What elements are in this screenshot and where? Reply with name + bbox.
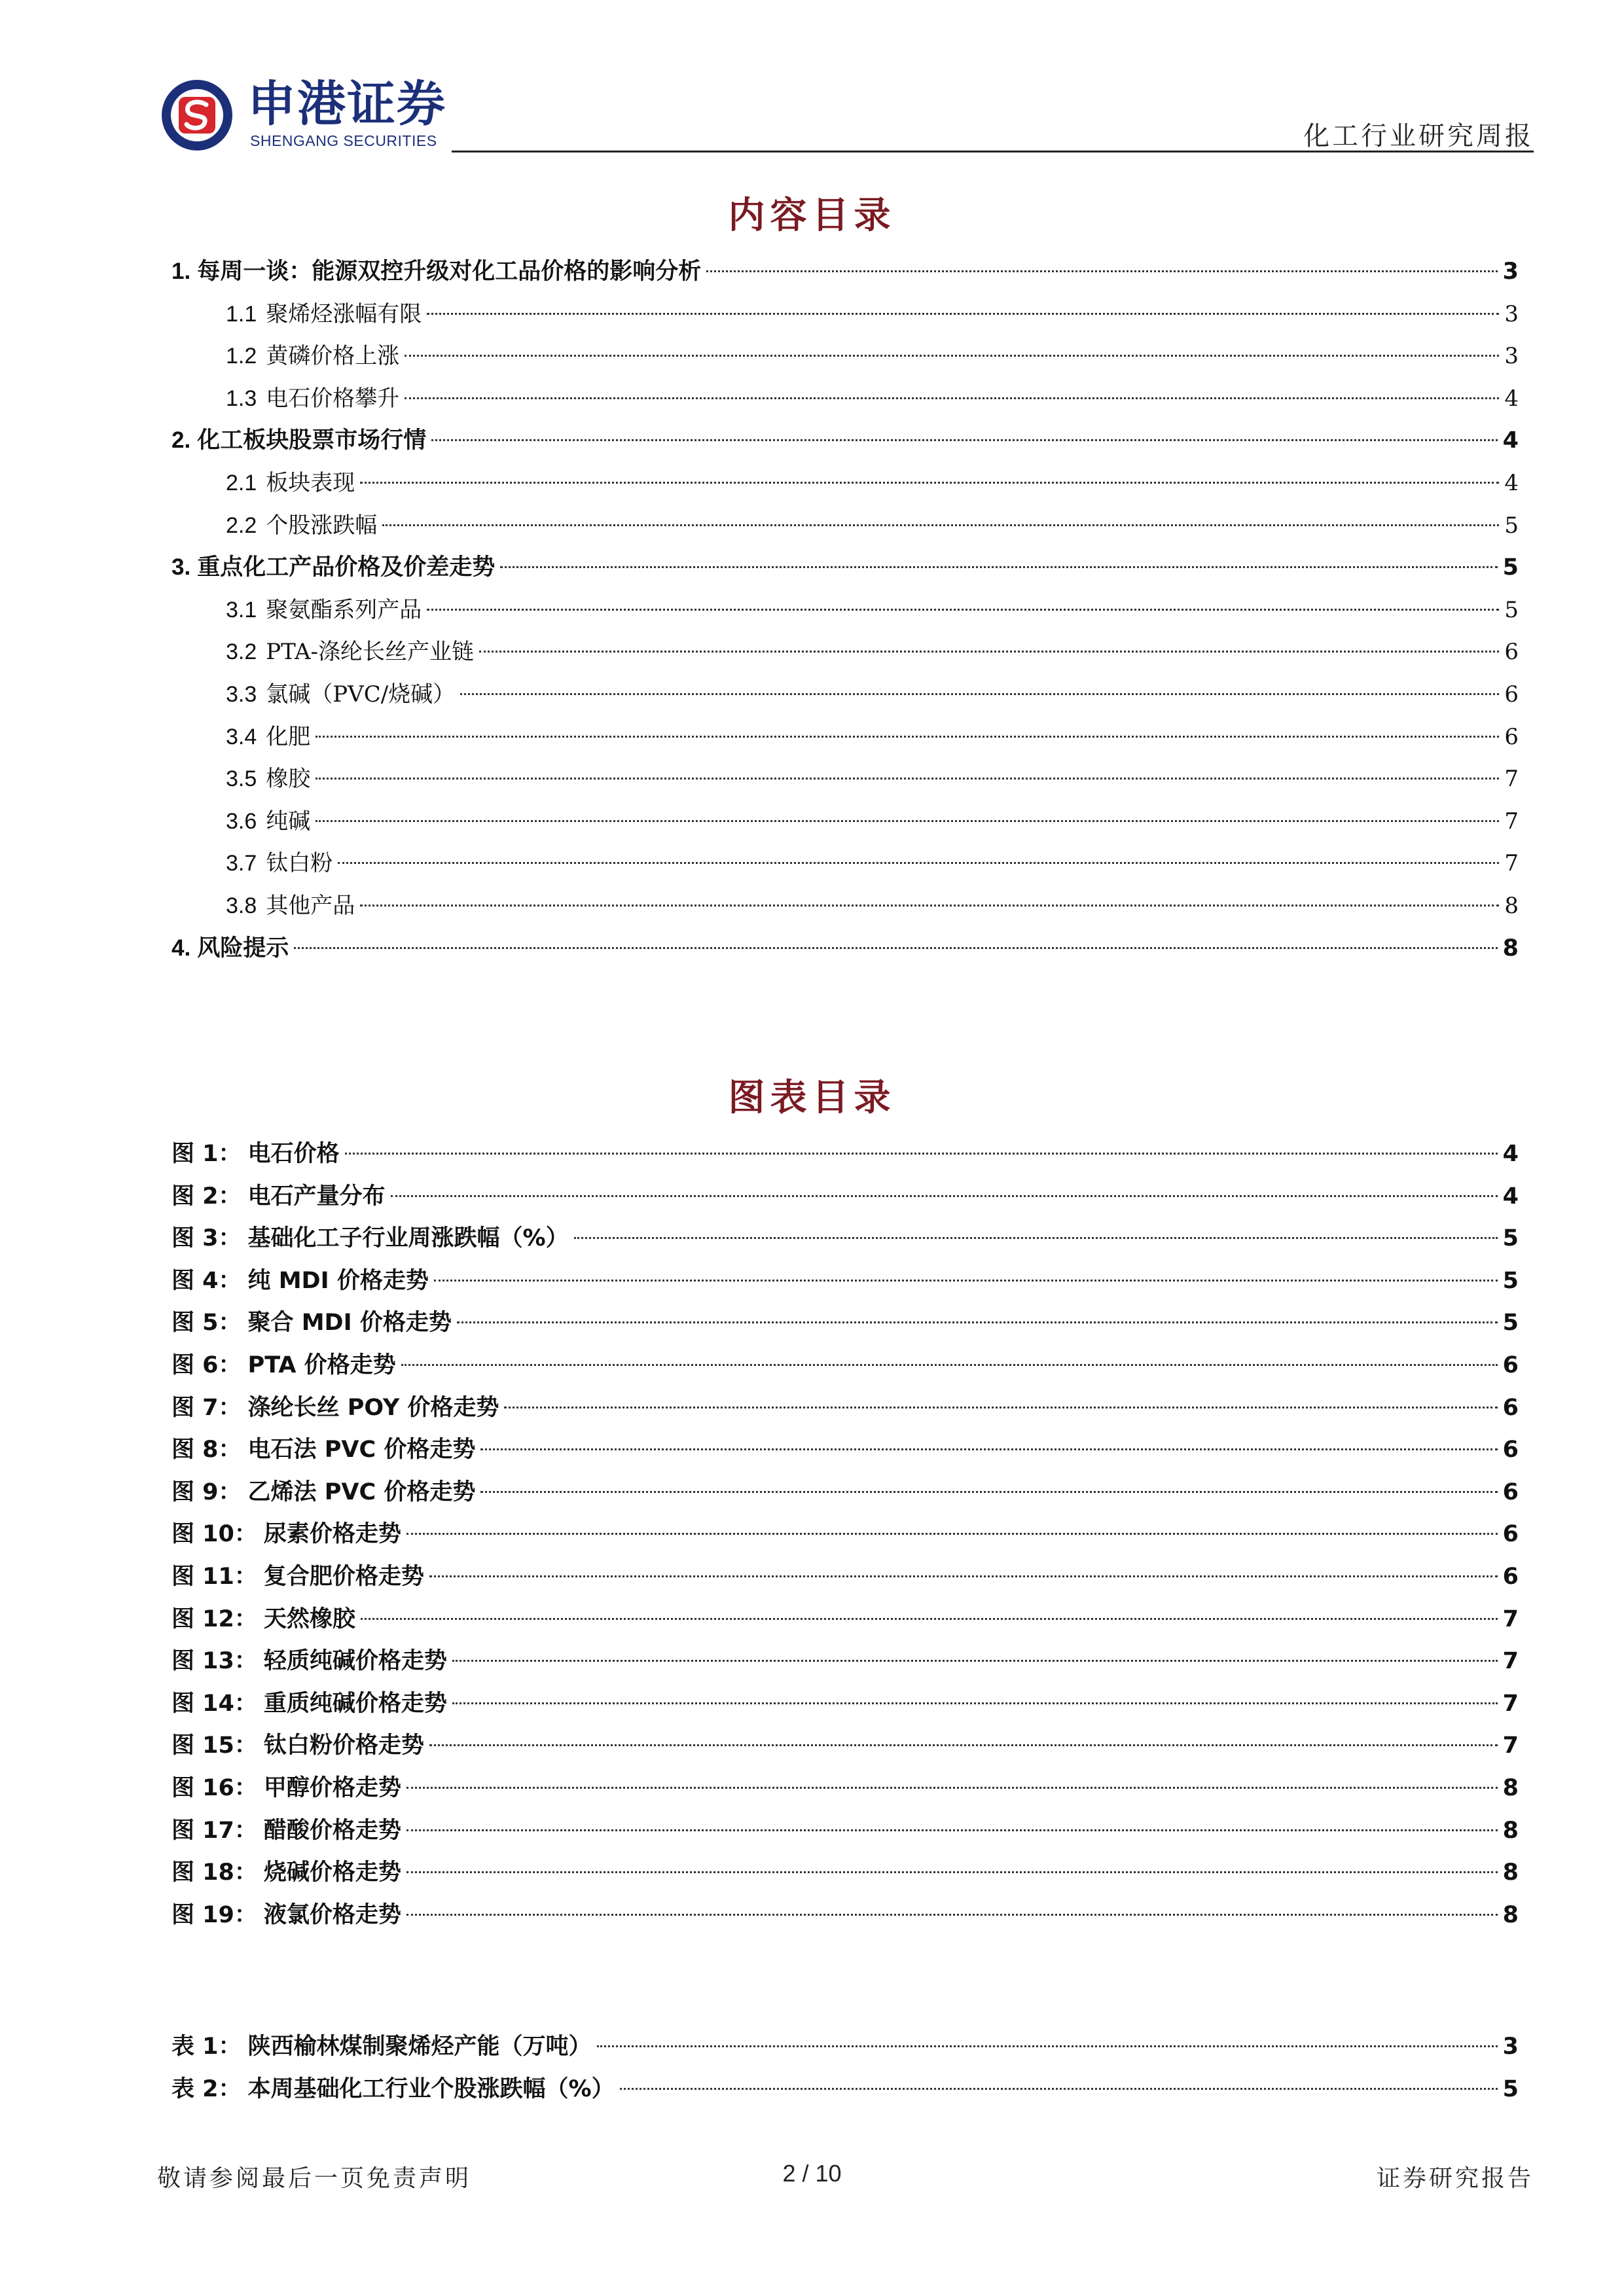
toc-page-number: 5 [1504, 512, 1519, 539]
figure-tag: 图 18： [171, 1859, 257, 1886]
toc-entry[interactable] [171, 2027, 1519, 2066]
toc-entry[interactable] [171, 1261, 1519, 1300]
toc-entry-number: 1.3 [226, 386, 257, 411]
toc-entry[interactable] [171, 2070, 1519, 2109]
dot-leader [480, 1448, 1497, 1450]
dot-leader [360, 482, 1499, 484]
toc-entry[interactable] [171, 1557, 1519, 1596]
toc-entry[interactable] [226, 295, 1519, 334]
figure-title: 复合肥价格走势 [263, 1564, 424, 1590]
toc-entry-text: 钛白粉 [266, 850, 333, 876]
toc-page-number: 7 [1502, 1691, 1519, 1717]
toc-entry-label [171, 1853, 401, 1892]
dot-leader [479, 651, 1499, 653]
toc-entry-label [226, 463, 355, 503]
dot-leader [480, 1491, 1497, 1493]
dot-leader [500, 566, 1497, 568]
figure-tag: 图 17： [171, 1818, 257, 1844]
toc-entry-text: 化肥 [266, 724, 311, 750]
dot-leader [382, 524, 1499, 526]
toc-page-number: 7 [1504, 808, 1519, 834]
toc-entry-text: 风险提示 [197, 935, 289, 961]
figure-tag: 图 8： [171, 1437, 242, 1463]
toc-entry[interactable] [171, 421, 1519, 460]
figure-tag: 图 9： [171, 1479, 242, 1505]
toc-page-number: 3 [1502, 2034, 1519, 2060]
figure-tag: 图 16： [171, 1775, 257, 1801]
figure-tag: 图 19： [171, 1902, 257, 1928]
toc-entry-label [226, 295, 422, 334]
contents-title: 内容目录 [728, 194, 896, 237]
figure-title: 纯 MDI 价格走势 [247, 1268, 429, 1294]
toc-entry[interactable] [226, 632, 1519, 672]
toc-page-number: 3 [1504, 343, 1519, 369]
table-tag: 表 2： [171, 2076, 242, 2102]
toc-entry-number: 3. [171, 554, 191, 580]
toc-entry-text: 化工板块股票市场行情 [197, 427, 427, 454]
toc-entry-label [171, 1430, 475, 1469]
dot-leader [504, 1407, 1497, 1408]
toc-page-number: 8 [1502, 1859, 1519, 1886]
dot-leader [406, 1787, 1498, 1789]
figure-title: 尿素价格走势 [263, 1521, 401, 1547]
figure-title: 电石法 PVC 价格走势 [247, 1437, 476, 1463]
toc-entry-label [171, 2070, 615, 2109]
toc-entry[interactable] [226, 336, 1519, 376]
figure-title: 甲醇价格走势 [263, 1775, 401, 1801]
figure-tag: 图 15： [171, 1732, 257, 1759]
toc-entry-number: 1. [171, 259, 191, 284]
dot-leader [401, 1364, 1498, 1366]
toc-page-number: 7 [1502, 1648, 1519, 1674]
dot-leader [706, 270, 1497, 272]
toc-page-number: 6 [1502, 1564, 1519, 1590]
toc-entry-label [171, 1684, 447, 1723]
toc-entry[interactable] [171, 929, 1519, 968]
dot-leader [452, 1660, 1498, 1662]
dot-leader [316, 778, 1499, 780]
table-tag: 表 1： [171, 2034, 242, 2060]
figure-title: 重质纯碱价格走势 [263, 1691, 447, 1717]
toc-entry[interactable] [171, 1177, 1519, 1216]
toc-page-number: 6 [1502, 1437, 1519, 1463]
toc-page-number: 8 [1502, 935, 1519, 961]
dot-leader [361, 1618, 1498, 1620]
toc-entry-label [171, 1811, 401, 1850]
figure-tag: 图 1： [171, 1141, 242, 1167]
toc-page-number: 3 [1502, 259, 1519, 285]
toc-page-number: 6 [1504, 681, 1519, 708]
toc-entry-label [171, 1177, 386, 1216]
toc-entry[interactable] [171, 1853, 1519, 1892]
toc-entry[interactable] [226, 844, 1519, 883]
toc-entry-text: 纯碱 [266, 808, 311, 834]
toc-entry-label [171, 1303, 452, 1342]
dot-leader [434, 1280, 1498, 1282]
toc-page-number: 5 [1502, 1225, 1519, 1251]
toc-entry-label [226, 717, 310, 757]
toc-entry-label [171, 1388, 499, 1427]
dot-leader [405, 397, 1499, 399]
dot-leader [406, 1914, 1498, 1916]
toc-entry-label [226, 844, 333, 883]
brand-name-cn: 申港证券 [247, 76, 446, 132]
toc-entry[interactable] [226, 506, 1519, 545]
figures-title: 图表目录 [728, 1076, 896, 1119]
toc-entry[interactable] [226, 463, 1519, 503]
dot-leader [429, 1744, 1498, 1746]
toc-entry-label [171, 1261, 429, 1300]
toc-entry-label [226, 759, 310, 798]
toc-entry[interactable] [171, 1768, 1519, 1808]
toc-entry[interactable] [226, 717, 1519, 757]
toc-entry-text: 聚烯烃涨幅有限 [266, 301, 422, 327]
toc-page-number: 8 [1502, 1902, 1519, 1928]
toc-entry[interactable] [171, 1515, 1519, 1554]
toc-entry-text: 个股涨跌幅 [266, 512, 378, 539]
toc-entry-label [171, 1726, 424, 1765]
toc-entry[interactable] [171, 1346, 1519, 1385]
toc-entry-text: 板块表现 [266, 470, 355, 496]
toc-entry-label [171, 421, 426, 460]
page-header [0, 0, 1624, 157]
toc-entry[interactable] [226, 886, 1519, 925]
toc-entry[interactable] [171, 1473, 1519, 1512]
figure-title: PTA 价格走势 [247, 1352, 396, 1378]
toc-entry[interactable] [226, 379, 1519, 418]
report-label: 证券研究报告 [1376, 2165, 1534, 2192]
dot-leader [427, 609, 1499, 611]
figure-title: 烧碱价格走势 [263, 1859, 401, 1886]
figure-title: 液氯价格走势 [263, 1902, 401, 1928]
toc-entry-number: 4. [171, 935, 191, 961]
toc-page-number: 5 [1502, 1268, 1519, 1294]
toc-entry-number: 3.3 [226, 682, 257, 707]
dot-leader [452, 1702, 1498, 1704]
dot-leader [316, 736, 1499, 738]
toc-page-number: 5 [1504, 597, 1519, 623]
toc-entry-number: 3.4 [226, 725, 257, 749]
toc-entry[interactable] [171, 1219, 1519, 1258]
toc-entry-label [226, 590, 422, 630]
figure-tag: 图 13： [171, 1648, 257, 1674]
toc-page-number: 6 [1502, 1479, 1519, 1505]
toc-page-number: 7 [1504, 850, 1519, 876]
toc-entry-label [171, 1768, 401, 1808]
figure-title: 醋酸价格走势 [263, 1818, 401, 1844]
figure-tag: 图 10： [171, 1521, 257, 1547]
toc-page-number: 6 [1502, 1395, 1519, 1421]
toc-entry-label [171, 1346, 396, 1385]
toc-entry[interactable] [171, 1430, 1519, 1469]
toc-entry-number: 2.2 [226, 513, 257, 538]
toc-entry-label [171, 548, 495, 587]
toc-page-number: 8 [1502, 1775, 1519, 1801]
figure-tag: 图 4： [171, 1268, 242, 1294]
figure-title: 天然橡胶 [263, 1606, 355, 1632]
toc-entry[interactable] [171, 1388, 1519, 1427]
toc-entry-label [171, 1134, 340, 1174]
toc-entry-text: 重点化工产品价格及价差走势 [197, 554, 496, 581]
figure-title: 电石产量分布 [247, 1183, 386, 1210]
toc-entry-number: 1.1 [226, 302, 257, 327]
toc-entry[interactable] [171, 1684, 1519, 1723]
toc-page-number: 3 [1504, 301, 1519, 327]
toc-entry-label [226, 379, 399, 418]
toc-entry-number: 2. [171, 427, 191, 453]
toc-entry-label [226, 675, 455, 714]
figure-tag: 图 3： [171, 1225, 242, 1251]
toc-entry[interactable] [171, 1600, 1519, 1639]
brand-name-en: SHENGANG SECURITIES [250, 132, 437, 149]
toc-page-number: 8 [1502, 1818, 1519, 1844]
dot-leader [620, 2088, 1498, 2090]
table-title: 陕西榆林煤制聚烯烃产能（万吨） [247, 2034, 592, 2060]
toc-entry[interactable] [171, 252, 1519, 291]
toc-page-number: 4 [1502, 1141, 1519, 1167]
toc-entry-text: PTA-涤纶长丝产业链 [266, 639, 475, 665]
report-type: 化工行业研究周报 [1303, 121, 1534, 151]
figure-tag: 图 7： [171, 1395, 242, 1421]
toc-entry-number: 3.8 [226, 893, 257, 918]
dot-leader [391, 1195, 1498, 1197]
toc-entry-text: 聚氨酯系列产品 [266, 597, 422, 623]
toc-entry-label [226, 336, 399, 376]
toc-entry-label [171, 1515, 401, 1554]
toc-entry-text: 每周一谈：能源双控升级对化工品价格的影响分析 [197, 259, 702, 285]
figure-tag: 图 5： [171, 1310, 242, 1336]
toc-entry[interactable] [226, 802, 1519, 841]
dot-leader [574, 1237, 1498, 1239]
toc-entry-label [171, 1641, 447, 1681]
toc-entry[interactable] [171, 1726, 1519, 1765]
toc-page-number: 6 [1504, 724, 1519, 750]
toc-entry[interactable] [171, 1134, 1519, 1174]
figure-title: 涤纶长丝 POY 价格走势 [247, 1395, 499, 1421]
shengang-logo-icon [159, 77, 235, 153]
toc-entry-text: 橡胶 [266, 766, 311, 792]
toc-entry-number: 3.5 [226, 766, 257, 791]
figure-tag: 图 6： [171, 1352, 242, 1378]
toc-entry-label [226, 506, 377, 545]
figure-tag: 图 12： [171, 1606, 257, 1632]
toc-entry-text: 黄磷价格上涨 [266, 343, 400, 369]
toc-entry-label [171, 2027, 592, 2066]
toc-entry-text: 电石价格攀升 [266, 386, 400, 412]
toc-entry-text: 氯碱（PVC/烧碱） [266, 681, 456, 708]
toc-entry[interactable] [171, 1641, 1519, 1681]
dot-leader [429, 1575, 1498, 1577]
table-title: 本周基础化工行业个股涨跌幅（%） [247, 2076, 615, 2102]
toc-entry-label [226, 802, 310, 841]
dot-leader [597, 2045, 1498, 2047]
toc-entry-label [171, 1557, 424, 1596]
toc-page-number: 4 [1502, 1183, 1519, 1210]
toc-entry-text: 其他产品 [266, 893, 355, 919]
figure-title: 钛白粉价格走势 [263, 1732, 424, 1759]
toc-page-number: 8 [1504, 893, 1519, 919]
toc-page-number: 4 [1502, 427, 1519, 454]
dot-leader [405, 355, 1499, 357]
toc-entry[interactable] [226, 590, 1519, 630]
figure-title: 电石价格 [247, 1141, 340, 1167]
toc-entry[interactable] [171, 548, 1519, 587]
toc-page-number: 7 [1504, 766, 1519, 792]
toc-entry[interactable] [171, 1895, 1519, 1935]
toc-page-number: 5 [1502, 554, 1519, 581]
toc-entry-number: 3.2 [226, 639, 257, 664]
toc-entry-number: 3.6 [226, 809, 257, 834]
toc-entry-number: 3.7 [226, 851, 257, 876]
figure-tag: 图 14： [171, 1691, 257, 1717]
toc-entry[interactable] [226, 759, 1519, 798]
toc-page-number: 5 [1502, 1310, 1519, 1336]
toc-page-number: 6 [1502, 1521, 1519, 1547]
toc-entry-number: 2.1 [226, 471, 257, 495]
figure-tag: 图 2： [171, 1183, 242, 1210]
toc-entry-label [226, 886, 355, 925]
dot-leader [406, 1871, 1498, 1873]
disclaimer-note: 敬请参阅最后一页免责声明 [157, 2165, 472, 2192]
dot-leader [406, 1829, 1498, 1831]
toc-page-number: 7 [1502, 1732, 1519, 1759]
dot-leader [457, 1321, 1498, 1323]
toc-page-number: 6 [1502, 1352, 1519, 1378]
dot-leader [360, 905, 1499, 906]
toc-entry-label [171, 252, 701, 291]
figure-title: 聚合 MDI 价格走势 [247, 1310, 452, 1336]
dot-leader [294, 947, 1497, 949]
page-footer [0, 2160, 1624, 2212]
dot-leader [460, 693, 1499, 695]
toc-entry-number: 1.2 [226, 344, 257, 368]
toc-entry-number: 3.1 [226, 598, 257, 622]
dot-leader [345, 1153, 1498, 1155]
dot-leader [316, 820, 1499, 822]
page-number: 2 / 10 [782, 2160, 842, 2187]
toc-entry-label [226, 632, 474, 672]
figure-title: 轻质纯碱价格走势 [263, 1648, 447, 1674]
dot-leader [338, 862, 1499, 864]
figure-title: 基础化工子行业周涨跌幅（%） [247, 1225, 569, 1251]
toc-page-number: 4 [1504, 386, 1519, 412]
toc-page-number: 4 [1504, 470, 1519, 496]
figure-tag: 图 11： [171, 1564, 257, 1590]
figure-title: 乙烯法 PVC 价格走势 [247, 1479, 476, 1505]
toc-entry-label [171, 1219, 569, 1258]
toc-entry-label [171, 1473, 475, 1512]
toc-page-number: 7 [1502, 1606, 1519, 1632]
toc-page-number: 6 [1504, 639, 1519, 665]
dot-leader [406, 1533, 1498, 1535]
toc-entry[interactable] [226, 675, 1519, 714]
toc-page-number: 5 [1502, 2076, 1519, 2102]
toc-entry[interactable] [171, 1811, 1519, 1850]
toc-entry[interactable] [171, 1303, 1519, 1342]
toc-entry-label [171, 929, 289, 968]
toc-entry-label [171, 1895, 401, 1935]
dot-leader [431, 439, 1497, 441]
toc-entry-label [171, 1600, 355, 1639]
dot-leader [427, 313, 1499, 315]
